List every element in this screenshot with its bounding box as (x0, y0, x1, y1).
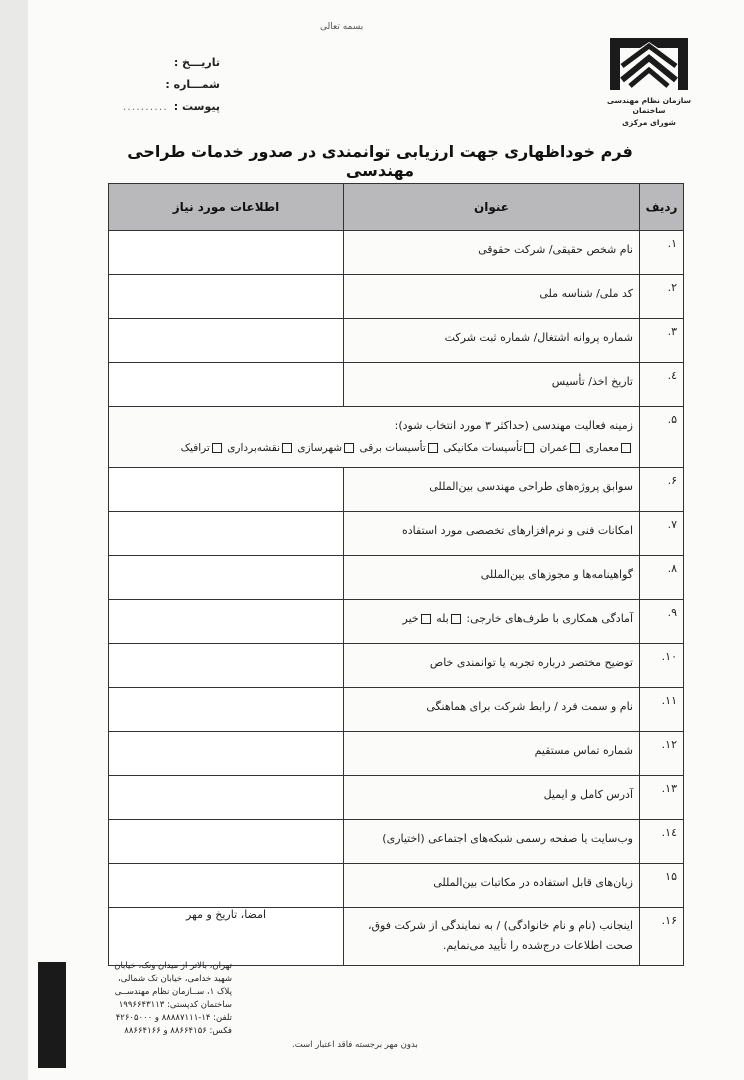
page-edge (0, 0, 28, 1080)
bismillah-text: بسمه تعالی (320, 22, 364, 32)
option-label: تأسیسات برقی (359, 442, 426, 454)
number-label: شمـــاره : (165, 78, 220, 91)
row-title: توضیح مختصر درباره تجربه یا توانمندی خاص (344, 644, 640, 688)
org-name-line2: شورای مرکزی (622, 118, 676, 127)
header-row-number: ردیف (640, 184, 684, 231)
row-number: ۱. (640, 231, 684, 275)
info-cell-languages[interactable] (109, 864, 344, 908)
info-cell-name[interactable] (109, 231, 344, 275)
row-title: سوابق پروژه‌های طراحی مهندسی بین‌المللی (344, 468, 640, 512)
row-number: ۵. (640, 407, 684, 468)
info-cell-contact-person[interactable] (109, 688, 344, 732)
row-title: شماره تماس مستقیم (344, 732, 640, 776)
info-cell-website[interactable] (109, 820, 344, 864)
info-cell-experience[interactable] (109, 644, 344, 688)
stamp-validity-note: بدون مهر برجسته فاقد اعتبار است. (292, 1040, 418, 1050)
table-row (109, 512, 684, 556)
table-row (109, 468, 684, 512)
checkbox-yes[interactable] (451, 614, 461, 624)
self-declaration-table (108, 183, 684, 966)
row-number: ٤. (640, 363, 684, 407)
row-number: ۳. (640, 319, 684, 363)
table-row (109, 732, 684, 776)
row-title: نام شخص حقیقی/ شرکت حقوقی (344, 231, 640, 275)
row-title: زمینه فعالیت مهندسی (حداکثر ۳ مورد انتخاب شود): (394, 419, 633, 432)
table-row (109, 231, 684, 275)
footer-black-bar (38, 962, 66, 1068)
form-title: فرم خوداظهاری جهت ارزیابی توانمندی در صدور خدمات طراحی مهندسی (127, 142, 633, 180)
table-row-activity-field (109, 407, 684, 468)
info-cell-establish-date[interactable] (109, 363, 344, 407)
attachment-label: پیوست : (173, 100, 220, 113)
header-required-info: اطلاعات مورد نیاز (109, 184, 344, 231)
table-row (109, 644, 684, 688)
row-title: امکانات فنی و نرم‌افزارهای تخصصی مورد استفاده (344, 512, 640, 556)
option-label: شهرسازی (297, 442, 343, 454)
row-number: ۸. (640, 556, 684, 600)
org-name-line1: سازمان نظام مهندسی ساختمان (607, 96, 691, 115)
info-cell-national-id[interactable] (109, 275, 344, 319)
table-row (109, 820, 684, 864)
signature-cell[interactable]: امضا، تاریخ و مهر (109, 908, 344, 966)
info-cell-cooperation[interactable] (109, 600, 344, 644)
row-title: گواهینامه‌ها و مجوزهای بین‌المللی (344, 556, 640, 600)
row-number: ۱۵ (640, 864, 684, 908)
address-line: تلفن: ۱۴-۸۸۸۸۷۱۱۱ و ۴۲۶۰۵۰۰۰ (115, 1013, 232, 1023)
row-number: ۶. (640, 468, 684, 512)
checkbox-architecture[interactable] (621, 443, 631, 453)
row-number: ۱٤. (640, 820, 684, 864)
option-label: بله (436, 612, 449, 625)
info-cell-address-email[interactable] (109, 776, 344, 820)
row-title: نام و سمت فرد / رابط شرکت برای هماهنگی (344, 688, 640, 732)
attachment-dots: .......... (122, 100, 168, 113)
address-line: پلاک ۱، ســازمان نظام مهندســی (114, 987, 232, 997)
option-label: نقشه‌برداری (227, 442, 281, 454)
table-row (109, 275, 684, 319)
option-label: ترافیک (180, 442, 210, 454)
option-label: تأسیسات مکانیکی (443, 442, 523, 454)
row-number: ۱۶. (640, 908, 684, 966)
date-label: تاریـــخ : (173, 56, 220, 69)
row-number: ۱۲. (640, 732, 684, 776)
row-title: شماره پروانه اشتغال/ شماره ثبت شرکت (344, 319, 640, 363)
checkbox-traffic[interactable] (212, 443, 222, 453)
table-row (109, 556, 684, 600)
option-label: خیر (402, 612, 419, 625)
table-row (109, 319, 684, 363)
address-line: شهید خدامی، خیابان تک شمالی، (118, 974, 232, 984)
checkbox-mechanical[interactable] (524, 443, 534, 453)
activity-field-cell (109, 407, 640, 468)
row-title: کد ملی/ شناسه ملی (344, 275, 640, 319)
row-title: اینجانب (نام و نام خانوادگی) / به نمایندگی از شرکت فوق، صحت اطلاعات درج‌شده را تأیید می‌نمایم. (344, 908, 640, 966)
checkbox-no[interactable] (421, 614, 431, 624)
checkbox-surveying[interactable] (282, 443, 292, 453)
table-row-declaration (109, 908, 684, 966)
row-number: ۱۱. (640, 688, 684, 732)
checkbox-electrical[interactable] (428, 443, 438, 453)
activity-options (109, 437, 633, 459)
house-roof-logo-icon (606, 34, 692, 94)
table-row (109, 864, 684, 908)
table-row (109, 776, 684, 820)
row-number: ۷. (640, 512, 684, 556)
info-cell-phone[interactable] (109, 732, 344, 776)
info-cell-certificates[interactable] (109, 556, 344, 600)
row-title: آدرس کامل و ایمیل (344, 776, 640, 820)
row-title: زبان‌های قابل استفاده در مکاتبات بین‌المللی (344, 864, 640, 908)
row-title: تاریخ اخذ/ تأسیس (344, 363, 640, 407)
header-title: عنوان (344, 184, 640, 231)
address-line: فکس: ۸۸۶۶۴۱۵۶ و ۸۸۶۶۴۱۶۶ (124, 1026, 232, 1036)
option-label: عمران (539, 442, 569, 454)
address-line: تهران، بالاتر از میدان ونک، خیابان (114, 961, 232, 971)
checkbox-civil[interactable] (570, 443, 580, 453)
row-number: ۱۰. (640, 644, 684, 688)
org-logo (594, 34, 704, 127)
checkbox-urban-planning[interactable] (344, 443, 354, 453)
info-cell-software[interactable] (109, 512, 344, 556)
row-title: آمادگی همکاری با طرف‌های خارجی: (466, 612, 633, 625)
row-number: ۲. (640, 275, 684, 319)
row-title: وب‌سایت یا صفحه رسمی شبکه‌های اجتماعی (اختیاری) (344, 820, 640, 864)
row-title-cooperation (344, 600, 640, 644)
row-number: ۹. (640, 600, 684, 644)
table-row (109, 600, 684, 644)
address-line: ساختمان کدپستی: ۱۹۹۶۶۴۳۱۱۳ (118, 1000, 232, 1010)
letter-meta (60, 56, 220, 122)
info-cell-license-number[interactable] (109, 319, 344, 363)
info-cell-intl-projects[interactable] (109, 468, 344, 512)
option-label: معماری (585, 442, 619, 454)
table-row (109, 688, 684, 732)
footer-address (80, 960, 232, 1038)
row-number: ۱۳. (640, 776, 684, 820)
table-row (109, 363, 684, 407)
